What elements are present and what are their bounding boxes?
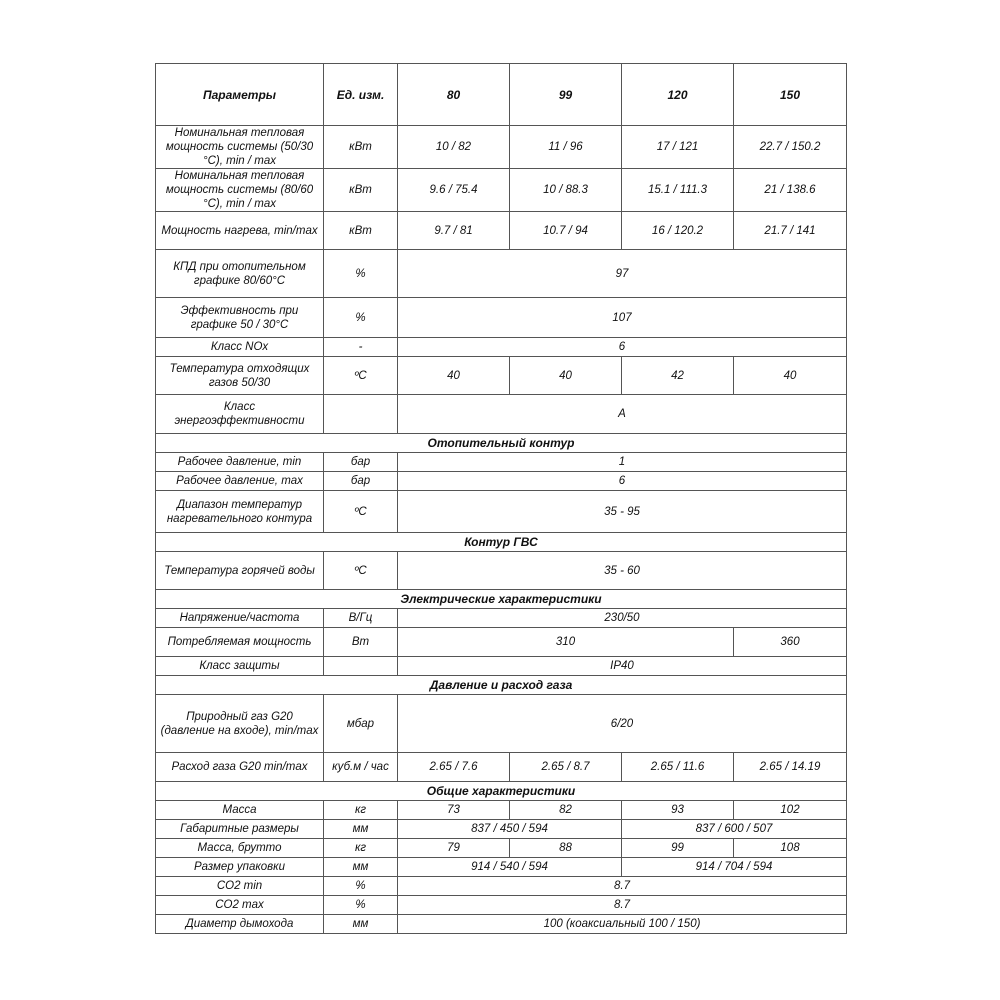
cell-all-models: A bbox=[398, 395, 847, 434]
cell-all-models: 6 bbox=[398, 472, 847, 491]
header-model-120: 120 bbox=[622, 64, 734, 126]
table-row bbox=[156, 169, 847, 212]
row-label: Мощность нагрева, min/max bbox=[156, 212, 324, 250]
cell-80: 9.7 / 81 bbox=[398, 212, 510, 250]
row-label: Расход газа G20 min/max bbox=[156, 753, 324, 782]
cell-120: 93 bbox=[622, 801, 734, 820]
row-unit: % bbox=[324, 877, 398, 896]
cell-99: 40 bbox=[510, 357, 622, 395]
cell-all-models: 35 - 95 bbox=[398, 491, 847, 533]
table-row bbox=[156, 896, 847, 915]
row-unit: - bbox=[324, 338, 398, 357]
table-row bbox=[156, 820, 847, 839]
row-unit: мм bbox=[324, 858, 398, 877]
table-row bbox=[156, 357, 847, 395]
header-model-150: 150 bbox=[734, 64, 847, 126]
section-heading: Контур ГВС bbox=[156, 533, 847, 552]
cell-80-99: 837 / 450 / 594 bbox=[398, 820, 622, 839]
cell-all-models: 6 bbox=[398, 338, 847, 357]
cell-99: 10 / 88.3 bbox=[510, 169, 622, 212]
cell-120: 16 / 120.2 bbox=[622, 212, 734, 250]
row-label: Диаметр дымохода bbox=[156, 915, 324, 934]
row-unit: бар bbox=[324, 453, 398, 472]
row-unit: ºС bbox=[324, 491, 398, 533]
section-heading: Отопительный контур bbox=[156, 434, 847, 453]
table-row bbox=[156, 338, 847, 357]
cell-all-models: 97 bbox=[398, 250, 847, 298]
row-label: Диапазон температур нагревательного контура bbox=[156, 491, 324, 533]
cell-all-models: IP40 bbox=[398, 657, 847, 676]
row-label: Номинальная тепловая мощность системы (50/30 °С), min / max bbox=[156, 126, 324, 169]
table-row bbox=[156, 609, 847, 628]
row-unit: кг bbox=[324, 801, 398, 820]
cell-all-models: 8.7 bbox=[398, 877, 847, 896]
header-model-80: 80 bbox=[398, 64, 510, 126]
table-row bbox=[156, 250, 847, 298]
row-unit: мбар bbox=[324, 695, 398, 753]
row-label: Температура горячей воды bbox=[156, 552, 324, 590]
row-unit: бар bbox=[324, 472, 398, 491]
cell-all-models: 8.7 bbox=[398, 896, 847, 915]
cell-150: 102 bbox=[734, 801, 847, 820]
section-row bbox=[156, 676, 847, 695]
cell-99: 10.7 / 94 bbox=[510, 212, 622, 250]
cell-150: 40 bbox=[734, 357, 847, 395]
cell-80: 2.65 / 7.6 bbox=[398, 753, 510, 782]
row-unit: кг bbox=[324, 839, 398, 858]
cell-80: 40 bbox=[398, 357, 510, 395]
row-label: Рабочее давление, max bbox=[156, 472, 324, 491]
cell-150: 360 bbox=[734, 628, 847, 657]
row-label: Габаритные размеры bbox=[156, 820, 324, 839]
spec-table bbox=[155, 63, 847, 934]
row-label: Потребляемая мощность bbox=[156, 628, 324, 657]
row-label: КПД при отопительном графике 80/60°С bbox=[156, 250, 324, 298]
row-unit bbox=[324, 395, 398, 434]
table-row bbox=[156, 915, 847, 934]
table-row bbox=[156, 453, 847, 472]
cell-120: 17 / 121 bbox=[622, 126, 734, 169]
section-row bbox=[156, 533, 847, 552]
cell-80: 10 / 82 bbox=[398, 126, 510, 169]
header-row bbox=[156, 64, 847, 126]
table-row bbox=[156, 212, 847, 250]
row-label: Масса, брутто bbox=[156, 839, 324, 858]
cell-150: 22.7 / 150.2 bbox=[734, 126, 847, 169]
row-unit: мм bbox=[324, 915, 398, 934]
cell-all-models: 35 - 60 bbox=[398, 552, 847, 590]
cell-all-models: 230/50 bbox=[398, 609, 847, 628]
table-row bbox=[156, 472, 847, 491]
row-label: Размер упаковки bbox=[156, 858, 324, 877]
row-unit: % bbox=[324, 250, 398, 298]
table-row bbox=[156, 839, 847, 858]
row-unit: куб.м / час bbox=[324, 753, 398, 782]
table-row bbox=[156, 628, 847, 657]
table-row bbox=[156, 753, 847, 782]
row-label: CO2 max bbox=[156, 896, 324, 915]
row-label: Масса bbox=[156, 801, 324, 820]
cell-120-150: 914 / 704 / 594 bbox=[622, 858, 847, 877]
cell-150: 21.7 / 141 bbox=[734, 212, 847, 250]
row-unit: Вт bbox=[324, 628, 398, 657]
header-param: Параметры bbox=[156, 64, 324, 126]
cell-99: 11 / 96 bbox=[510, 126, 622, 169]
section-row bbox=[156, 782, 847, 801]
row-unit: ºС bbox=[324, 552, 398, 590]
cell-all-models: 100 (коаксиальный 100 / 150) bbox=[398, 915, 847, 934]
cell-120-150: 837 / 600 / 507 bbox=[622, 820, 847, 839]
cell-all-models: 107 bbox=[398, 298, 847, 338]
table-row bbox=[156, 657, 847, 676]
section-row bbox=[156, 590, 847, 609]
table-row bbox=[156, 298, 847, 338]
row-unit: кВт bbox=[324, 126, 398, 169]
row-label: Номинальная тепловая мощность системы (80/60 °С), min / max bbox=[156, 169, 324, 212]
table-row bbox=[156, 801, 847, 820]
table-row bbox=[156, 126, 847, 169]
row-unit: ºС bbox=[324, 357, 398, 395]
cell-all-models: 6/20 bbox=[398, 695, 847, 753]
cell-150: 2.65 / 14.19 bbox=[734, 753, 847, 782]
row-unit: В/Гц bbox=[324, 609, 398, 628]
cell-80-120: 310 bbox=[398, 628, 734, 657]
table-row bbox=[156, 695, 847, 753]
row-label: CO2 min bbox=[156, 877, 324, 896]
cell-99: 82 bbox=[510, 801, 622, 820]
section-heading: Электрические характеристики bbox=[156, 590, 847, 609]
row-label: Эффективность при графике 50 / 30°С bbox=[156, 298, 324, 338]
row-unit: кВт bbox=[324, 212, 398, 250]
cell-80: 9.6 / 75.4 bbox=[398, 169, 510, 212]
row-unit: мм bbox=[324, 820, 398, 839]
header-unit: Ед. изм. bbox=[324, 64, 398, 126]
section-heading: Общие характеристики bbox=[156, 782, 847, 801]
section-row bbox=[156, 434, 847, 453]
cell-150: 21 / 138.6 bbox=[734, 169, 847, 212]
table-row bbox=[156, 552, 847, 590]
row-label: Температура отходящих газов 50/30 bbox=[156, 357, 324, 395]
row-label: Природный газ G20 (давление на входе), min/max bbox=[156, 695, 324, 753]
cell-99: 88 bbox=[510, 839, 622, 858]
row-label: Класс защиты bbox=[156, 657, 324, 676]
row-unit bbox=[324, 657, 398, 676]
cell-99: 2.65 / 8.7 bbox=[510, 753, 622, 782]
cell-120: 2.65 / 11.6 bbox=[622, 753, 734, 782]
row-label: Напряжение/частота bbox=[156, 609, 324, 628]
table-row bbox=[156, 491, 847, 533]
row-unit: % bbox=[324, 298, 398, 338]
row-unit: % bbox=[324, 896, 398, 915]
row-label: Класс энергоэффективности bbox=[156, 395, 324, 434]
row-unit: кВт bbox=[324, 169, 398, 212]
cell-80-99: 914 / 540 / 594 bbox=[398, 858, 622, 877]
row-label: Рабочее давление, min bbox=[156, 453, 324, 472]
cell-120: 42 bbox=[622, 357, 734, 395]
table-row bbox=[156, 858, 847, 877]
cell-120: 99 bbox=[622, 839, 734, 858]
table-row bbox=[156, 395, 847, 434]
cell-80: 79 bbox=[398, 839, 510, 858]
cell-120: 15.1 / 111.3 bbox=[622, 169, 734, 212]
cell-150: 108 bbox=[734, 839, 847, 858]
cell-all-models: 1 bbox=[398, 453, 847, 472]
section-heading: Давление и расход газа bbox=[156, 676, 847, 695]
table-row bbox=[156, 877, 847, 896]
header-model-99: 99 bbox=[510, 64, 622, 126]
cell-80: 73 bbox=[398, 801, 510, 820]
row-label: Класс NOx bbox=[156, 338, 324, 357]
